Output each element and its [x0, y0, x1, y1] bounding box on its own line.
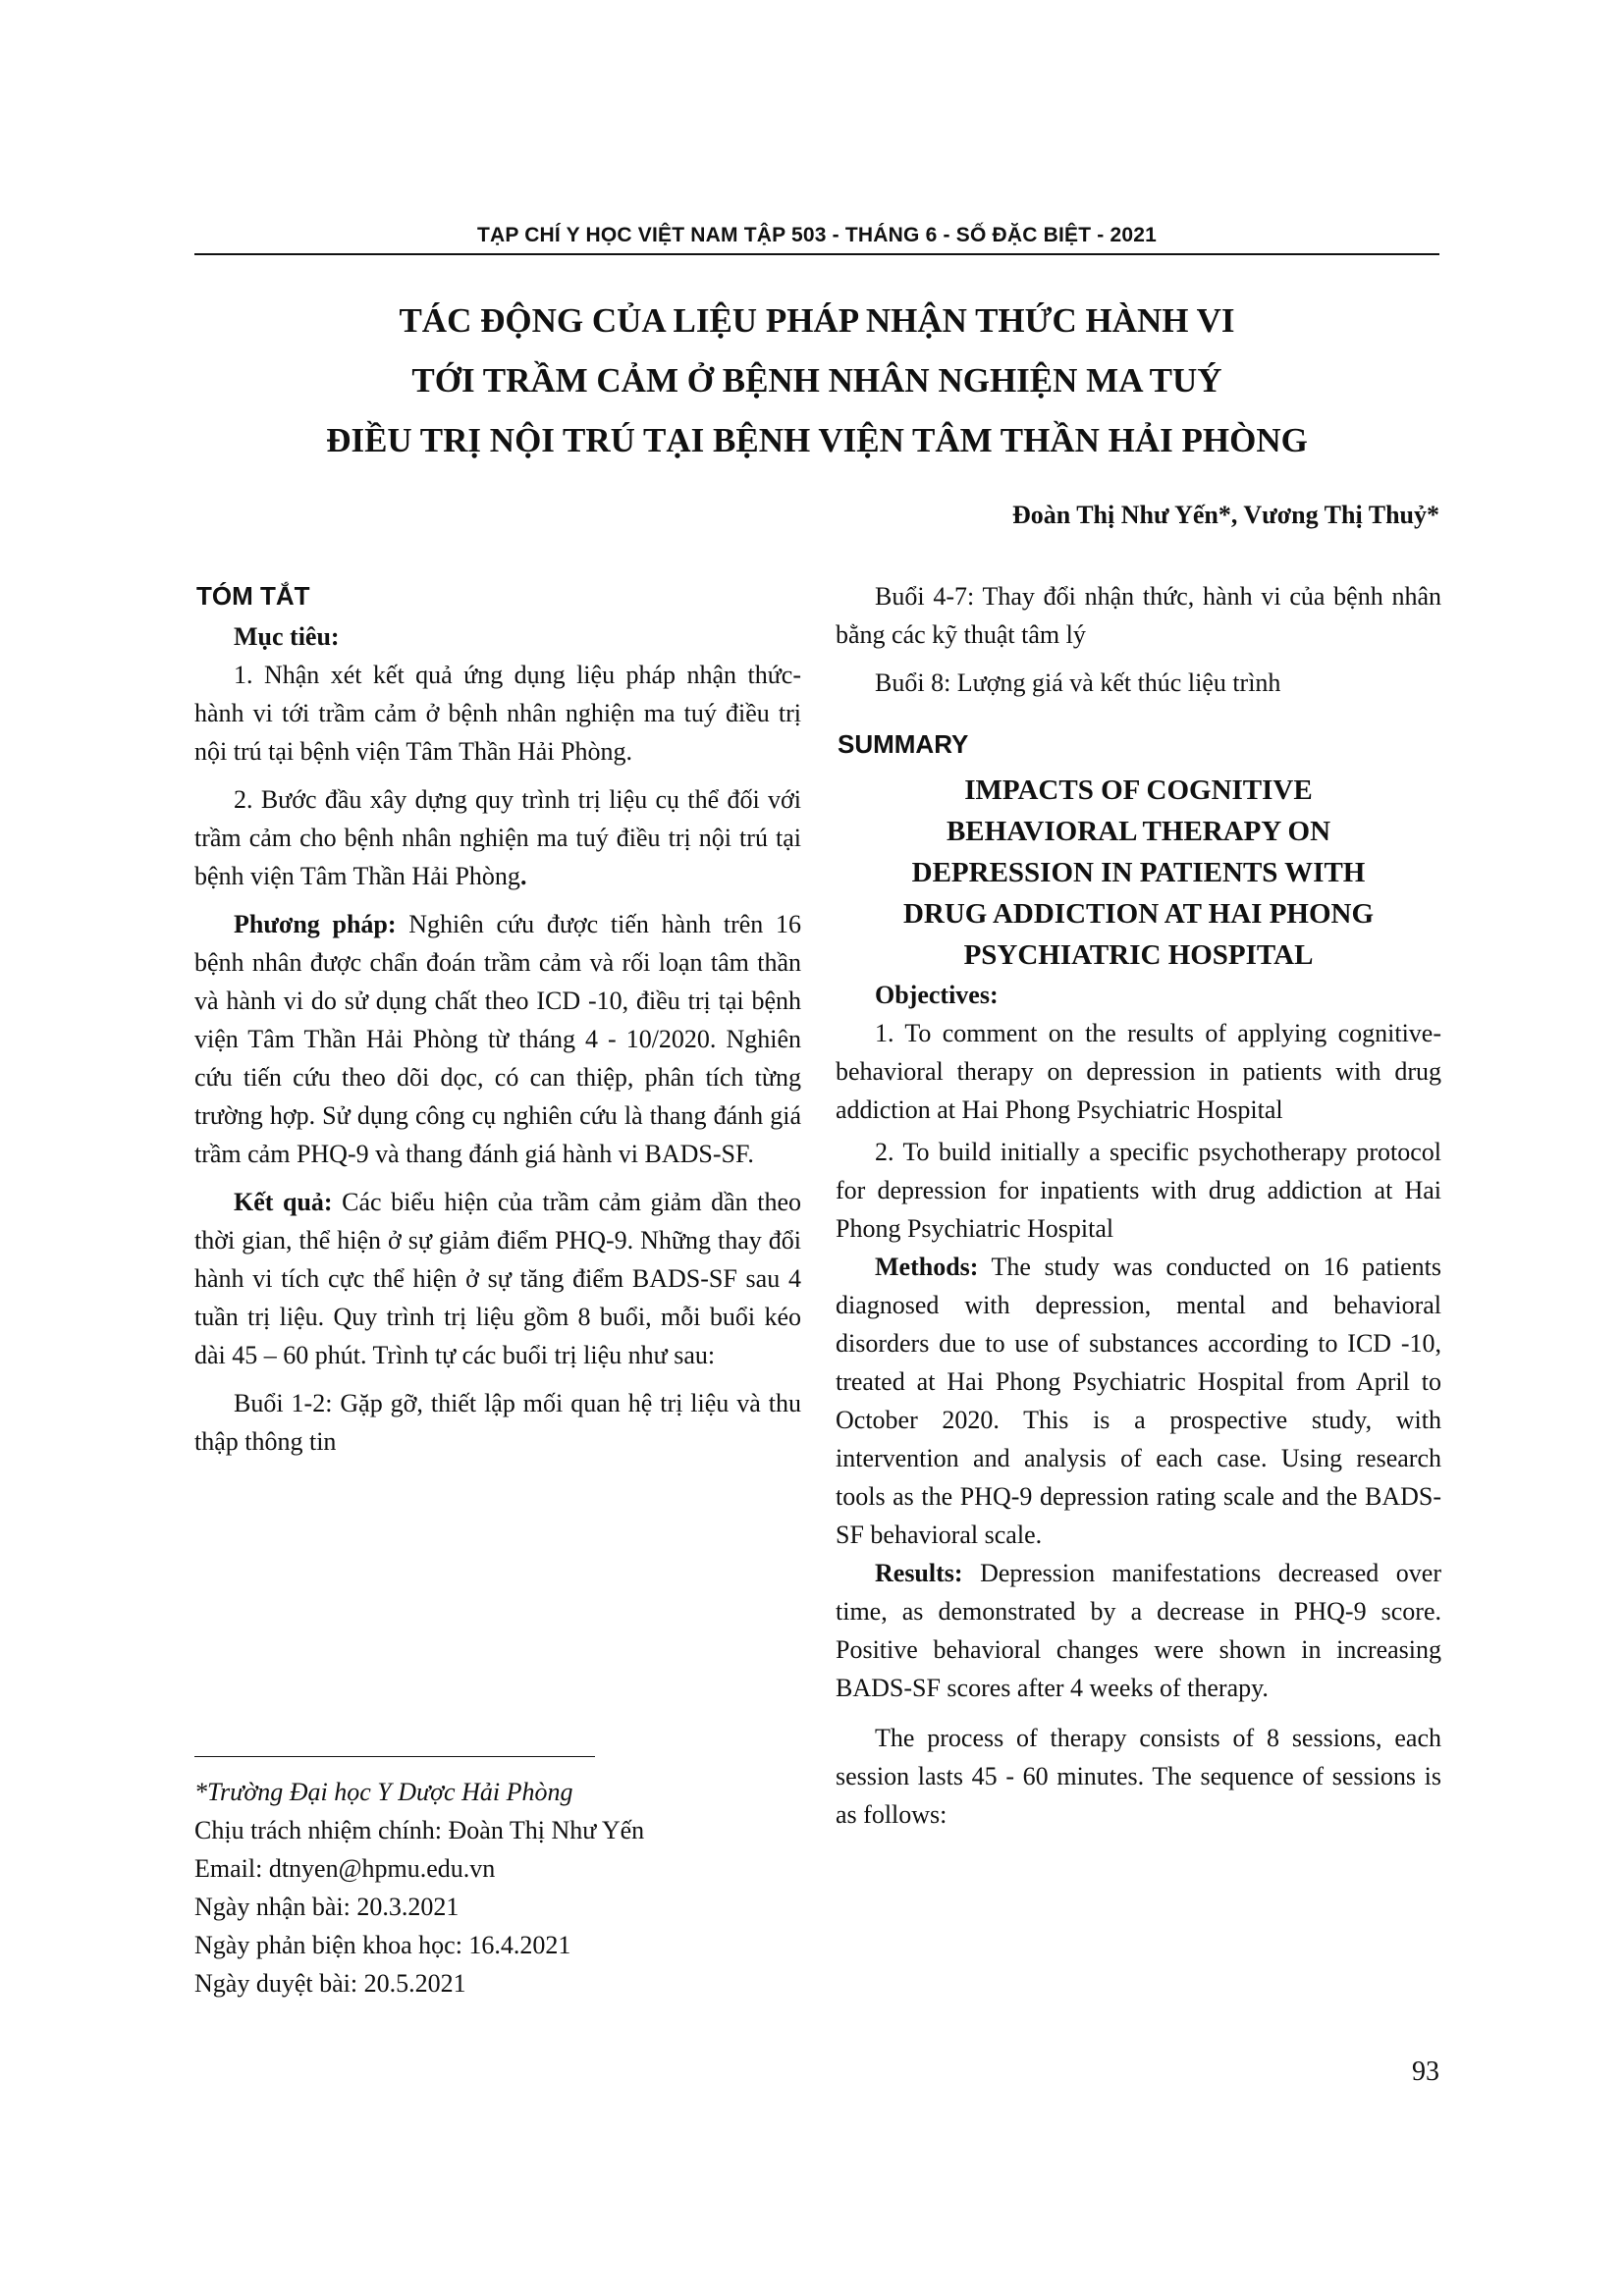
abstract-vi-heading: TÓM TẮT	[196, 581, 310, 611]
results-text-en: Depression manifestations decreased over time, as demonstrated by a decrease in PHQ-9 score. Positive behavioral changes were shown in increasing BADS-SF scores after 4 weeks of therapy.	[836, 1559, 1441, 1702]
title-line: TÁC ĐỘNG CỦA LIỆU PHÁP NHẬN THỨC HÀNH VI	[399, 301, 1235, 340]
results-text-vi: Các biểu hiện của trầm cảm giảm dần theo thời gian, thể hiện ở sự giảm điểm PHQ-9. Những thay đổi hành vi tích cực thể hiện ở sự tăng điểm BADS-SF sau 4 tuần trị liệu. Quy trình trị liệu gồm 8 buổi, mỗi buổi kéo dài 45 – 60 phút. Trình tự các buổi trị liệu như sau:	[194, 1188, 801, 1369]
results-en	[836, 1554, 1441, 1707]
session-8-vi: Buổi 8: Lượng giá và kết thúc liệu trình	[875, 668, 1281, 697]
objective-2-en: 2. To build initially a specific psychotherapy protocol for depression for inpatients with drug addiction at Hai Phong Psychiatric Hospital	[836, 1138, 1441, 1243]
footnote-email: Email: dtnyen@hpmu.edu.vn	[194, 1854, 496, 1883]
english-title-line: PSYCHIATRIC HOSPITAL	[963, 939, 1314, 971]
objective-1-en: 1. To comment on the results of applying cognitive-behavioral therapy on depression in patients with drug addiction at Hai Phong Psychiatric Hospital	[836, 1019, 1441, 1124]
methods-vi	[194, 905, 801, 1173]
results-vi	[194, 1183, 801, 1374]
methods-text-en: The study was conducted on 16 patients diagnosed with depression, mental and behavioral disorders due to use of substances according to ICD -10, treated at Hai Phong Psychiatric Hospital from April to October 2020. This is a prospective study, with intervention and analysis of each case. Using research tools as the PHQ-9 depression rating scale and the BADS-SF behavioral scale.	[836, 1253, 1441, 1549]
english-title-line: DRUG ADDICTION AT HAI PHONG	[902, 898, 1375, 930]
session-4-7-vi: Buổi 4-7: Thay đổi nhận thức, hành vi của bệnh nhân bằng các kỹ thuật tâm lý	[836, 582, 1441, 649]
header-rule	[194, 253, 1439, 255]
footnotes	[194, 1773, 644, 2002]
methods-text-vi: Nghiên cứu được tiến hành trên 16 bệnh nhân được chẩn đoán trầm cảm và rối loạn tâm thần và hành vi do sử dụng chất theo ICD -10, điều trị tại bệnh viện Tâm Thần Hải Phòng từ tháng 4 - 10/2020. Nghiên cứu tiến cứu theo dõi dọc, có can thiệp, phân tích từng trường hợp. Sử dụng công cụ nghiên cứu là thang đánh giá trầm cảm PHQ-9 và thang đánh giá hành vi BADS-SF.	[194, 910, 801, 1168]
title-line: TỚI TRẦM CẢM Ở BỆNH NHÂN NGHIỆN MA TUÝ	[411, 361, 1222, 400]
english-title-line: IMPACTS OF COGNITIVE	[964, 774, 1313, 806]
article-title	[194, 291, 1439, 470]
footnote-accepted: Ngày duyệt bài: 20.5.2021	[194, 1969, 466, 1998]
objective-2-vi	[194, 780, 801, 895]
objective-2-vi-end: .	[519, 862, 527, 890]
english-title-line: BEHAVIORAL THERAPY ON	[946, 816, 1331, 847]
results-label-en: Results:	[875, 1559, 963, 1587]
running-head: TẠP CHÍ Y HỌC VIỆT NAM TẬP 503 - THÁNG 6 - SỐ ĐẶC BIỆT - 2021	[476, 224, 1158, 246]
objective-1-vi: 1. Nhận xét kết quả ứng dụng liệu pháp nhận thức-hành vi tới trầm cảm ở bệnh nhân nghiện ma tuý điều trị nội trú tại bệnh viện Tâm Thần Hải Phòng.	[194, 661, 801, 766]
results-label-vi: Kết quả:	[234, 1188, 333, 1216]
page-number: 93	[1412, 2056, 1439, 2087]
summary-heading: SUMMARY	[838, 729, 969, 759]
session-1-2-vi: Buổi 1-2: Gặp gỡ, thiết lập mối quan hệ trị liệu và thu thập thông tin	[194, 1389, 801, 1456]
left-column	[194, 577, 801, 1461]
methods-label-vi: Phương pháp:	[234, 910, 397, 938]
objective-2-vi-text: 2. Bước đầu xây dựng quy trình trị liệu cụ thể đối với trầm cảm cho bệnh nhân nghiện ma tuý điều trị nội trú tại bệnh viện Tâm Thần Hải Phòng	[194, 785, 801, 890]
footnote-reviewed: Ngày phản biện khoa học: 16.4.2021	[194, 1931, 571, 1959]
objectives-label-en: Objectives:	[875, 981, 999, 1009]
methods-label-en: Methods:	[875, 1253, 979, 1281]
english-title	[836, 770, 1441, 976]
objectives-label-vi: Mục tiêu:	[234, 622, 340, 651]
process-en: The process of therapy consists of 8 sessions, each session lasts 45 - 60 minutes. The sequence of sessions is as follows:	[836, 1724, 1441, 1829]
footnote-received: Ngày nhận bài: 20.3.2021	[194, 1893, 460, 1921]
authors: Đoàn Thị Như Yến*, Vương Thị Thuỷ*	[1011, 501, 1439, 529]
right-column	[836, 577, 1441, 1834]
footnote-rule	[194, 1756, 595, 1757]
methods-en	[836, 1248, 1441, 1554]
footnote-affiliation: *Trường Đại học Y Dược Hải Phòng	[194, 1778, 573, 1806]
title-line: ĐIỀU TRỊ NỘI TRÚ TẠI BỆNH VIỆN TÂM THẦN HẢI PHÒNG	[326, 421, 1308, 459]
english-title-line: DEPRESSION IN PATIENTS WITH	[911, 857, 1366, 888]
footnote-corresponding: Chịu trách nhiệm chính: Đoàn Thị Như Yến	[194, 1816, 645, 1844]
